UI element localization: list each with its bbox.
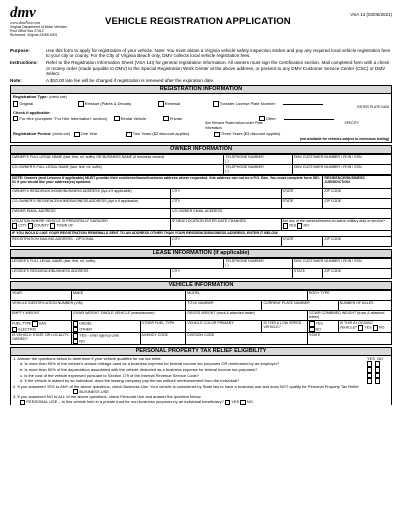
field-label: ZIP CODE <box>324 269 342 274</box>
field-label: VEHICLE IDENTIFICATION NUMBER (VIN) <box>12 301 83 306</box>
registration-heading: REGISTRATION INFORMATION <box>10 85 392 94</box>
opt-transfer-label: Transfer License Plate Number: <box>219 101 277 107</box>
agency-address: Virginia Department of Motor Vehicles Post Office Box 27412 Richmond, Virginia 23269-0001 <box>10 25 67 37</box>
opt-renewal[interactable] <box>158 101 183 106</box>
table-row <box>11 189 392 199</box>
no-label: NO <box>246 399 253 405</box>
table-row <box>11 291 392 301</box>
field-label: IS THIS A LOGGING VEHICLE? <box>339 321 373 331</box>
personal-use-option <box>13 399 389 405</box>
check-applicable-label: Check if applicable: <box>13 109 51 115</box>
table-row <box>11 199 392 209</box>
field-label: RESIDENCE/BUSINESS JURISDICTION <box>324 176 365 185</box>
field-label: YEAR <box>12 291 22 296</box>
owner-address-table <box>10 175 392 247</box>
opt-other-label: Other: <box>265 115 277 121</box>
make-field[interactable] <box>71 291 185 301</box>
owner-address-field[interactable] <box>11 189 171 199</box>
field-label: CITY <box>172 189 181 194</box>
owner-table <box>10 154 392 175</box>
co-owner-zip-field[interactable] <box>323 199 392 209</box>
low-speed-question <box>262 321 308 333</box>
fuel-gas-checkbox[interactable] <box>32 321 37 326</box>
field-label: YES - enter agency code <box>79 334 120 339</box>
title-number-field[interactable] <box>186 301 262 311</box>
tax-heading: PERSONAL PROPERTY TAX RELIEF ELIGIBILITY <box>10 347 392 356</box>
tax-q2-text: 2. If you answered YES to ANY of the above questions, check Business Use. Your vehicle is considered by State law to have a business use and does NOT qualify for Personal Property Tax Relief. <box>13 383 360 389</box>
field-label: TELEPHONE NUMBER <box>225 259 264 264</box>
yes-label: YES <box>288 224 297 229</box>
table-row <box>11 237 392 247</box>
co-owner-email-field[interactable] <box>171 209 392 219</box>
purpose-row <box>10 48 392 58</box>
military-yes-checkbox[interactable] <box>283 223 288 228</box>
date-changed-field[interactable] <box>171 219 281 231</box>
field-label: CITY <box>172 237 181 242</box>
field-label: STATE <box>282 237 294 242</box>
owner-heading: OWNER INFORMATION <box>10 145 392 154</box>
co-owner-customer-number-field[interactable] <box>292 165 391 175</box>
phone-paren: ( ) <box>225 159 229 164</box>
reg-period-hint: (check one) <box>52 132 71 137</box>
specify-hint: SPECIFY <box>344 121 359 126</box>
yes-label: YES <box>315 322 323 327</box>
period-note: (not available for vehicles subject to emissions testing) <box>299 137 389 142</box>
table-row <box>11 176 392 189</box>
form-header <box>10 6 392 46</box>
field-label: STATE <box>309 333 321 338</box>
note-text: A $10.00 late fee will be charged if registration is renewed after the expiration date. <box>46 78 215 84</box>
field-label: BODY TYPE <box>309 291 330 296</box>
vin-field[interactable] <box>11 301 186 311</box>
logo-web: www.dmvNow.com <box>10 20 41 25</box>
no-label: NO <box>79 339 85 344</box>
opt-private-label: Private <box>169 115 183 121</box>
field-label: TITLE NUMBER <box>187 301 214 306</box>
instructions-text: Refer to the Registration Information Sheet (VSA 14I) for general registration information. All owners must sign the Certification section. Mail completed form with a check or money order (made payable to DMV) to the Special Registration Work Center at the above address, or present to any DMV Customer Service Center (CSC) or DMV Select. <box>46 60 390 76</box>
field-label: TELEPHONE NUMBER <box>225 165 264 170</box>
table-row <box>11 259 392 269</box>
field-label: GCWR COMBINED WEIGHT (truck & attached trailer) <box>309 311 385 320</box>
co-owner-state-field[interactable] <box>281 199 323 209</box>
vehicle-color-field[interactable] <box>186 321 262 333</box>
yes-label: YES <box>364 326 372 331</box>
dmv-logo <box>10 6 67 37</box>
opt-three-years[interactable] <box>214 131 283 136</box>
opt-for-hire[interactable] <box>13 116 110 121</box>
field-label: CITY <box>172 199 181 204</box>
field-label: REGISTRATION MAILING ADDRESS - OPTIONAL <box>12 237 95 242</box>
page-title: VEHICLE REGISTRATION APPLICATION <box>105 16 291 27</box>
lessee-city-field[interactable] <box>171 269 293 279</box>
table-row <box>11 333 392 345</box>
tax-item-text: a. Is more than 50% of the vehicle's annual mileage used as a business expense for federal income tax purposes OR reimbursed by an employer? <box>20 361 280 367</box>
mailing-address-field[interactable] <box>11 237 171 247</box>
form-number: VSA 14 (03/05/2021) <box>350 12 392 17</box>
fuel-type-more <box>71 321 140 333</box>
owner-email-field[interactable] <box>11 209 171 219</box>
tax-item-text: b. Is more than 50% of the depreciation associated with the vehicle deducted as a business expense for federal income tax purposes? <box>20 366 258 372</box>
owner-phone-field[interactable] <box>224 155 293 165</box>
garaged-city[interactable]: CITY <box>18 224 27 229</box>
other-fuel-field[interactable] <box>140 321 186 333</box>
no-label: NO <box>315 327 321 332</box>
opt-original[interactable] <box>13 101 36 106</box>
field-label: GROSS WEIGHT (truck & attached trailer) <box>187 311 255 316</box>
opt-for-hire-label: For Hire (complete "For Hire Information" section) <box>19 115 108 121</box>
trust-yes-checkbox[interactable] <box>225 400 230 405</box>
phone-paren: ( ) <box>225 263 229 268</box>
reg-type-hint: (check one) <box>48 95 67 100</box>
field-label: Are any of the owners/lessees on active military duty or service? <box>282 219 385 224</box>
field-label: DIVISION CODE <box>187 333 215 338</box>
instructions-row <box>10 60 392 76</box>
gross-weight-field[interactable] <box>186 311 308 321</box>
state-owned-options <box>71 333 140 345</box>
table-row <box>11 209 392 219</box>
owner-zip-field[interactable] <box>323 189 392 199</box>
field-label: OTHER FUEL TYPE <box>141 321 175 326</box>
state-owned-no-checkbox[interactable] <box>73 339 78 344</box>
table-row <box>11 321 392 333</box>
primary-label: PRIMARY <box>217 321 234 326</box>
personal-use-label: PERSONAL USE – Is this vehicle held in a private trust for non-business purposes by an individual beneficiary? <box>26 399 224 405</box>
jurisdiction-field[interactable] <box>323 176 392 189</box>
private-note: See Reissue Plates below under Plate Information. <box>205 121 263 131</box>
year-field[interactable] <box>11 291 72 301</box>
registration-options <box>10 94 392 143</box>
field-label: NUMBER OF AXLES <box>339 301 374 306</box>
opt-reissue-label: Reissue (Plates & Decals) <box>84 101 132 107</box>
purpose-label: Purpose: <box>10 48 30 53</box>
no-label: NO <box>377 356 384 362</box>
reg-type-label: Registration Type: <box>13 94 48 100</box>
opt-two-years-label: Two Years ($2 discount applies) <box>132 131 190 137</box>
enter-plate-hint: ENTER PLATE NUM <box>357 104 389 109</box>
field-label: STATE <box>293 269 305 274</box>
table-row <box>11 301 392 311</box>
opt-one-year-label: One Year <box>80 131 98 137</box>
field-label: CO-OWNER EMAIL ADDRESS <box>172 209 223 214</box>
opt-rental-label: Rental Vehicle <box>120 115 147 121</box>
instructions-label: Instructions: <box>10 60 38 66</box>
business-use-label: BUSINESS USE <box>79 388 109 394</box>
transfer-plate-field[interactable] <box>283 100 323 105</box>
field-label: LESSEE'S RESIDENCE/BUSINESS ADDRESS <box>12 269 89 274</box>
mailing-note: IF YOU WOULD LIKE YOUR REGISTRATION RENEWALS SENT TO AN ADDRESS OTHER THAN YOUR RESIDENCE/BUSINESS ADDRESS, ENTER IT BELOW <box>11 231 392 237</box>
garaged-location-field[interactable] <box>11 219 171 231</box>
logging-no-checkbox[interactable] <box>373 325 378 330</box>
trust-no-checkbox[interactable] <box>240 400 245 405</box>
mailing-state-field[interactable] <box>281 237 323 247</box>
lessee-name-field[interactable] <box>11 259 224 269</box>
field-label: OWNER'S FULL LEGAL NAME (last, first, mi, suffix) OR BUSINESS NAME (if business owned) <box>12 155 165 160</box>
owner-city-field[interactable] <box>171 189 281 199</box>
yes-label: YES <box>367 356 376 362</box>
opt-other[interactable] <box>259 116 280 121</box>
co-owner-phone-field[interactable] <box>224 165 293 175</box>
field-label: DMV CUSTOMER NUMBER / FEIN / SSN <box>293 259 362 264</box>
lease-table <box>10 258 392 279</box>
owner-customer-number-field[interactable] <box>292 155 391 165</box>
field-label: FUEL TYPE <box>12 322 32 327</box>
empty-weight-field[interactable] <box>11 311 72 321</box>
form-page <box>10 6 392 405</box>
field-label: DMV CUSTOMER NUMBER / FEIN / SSN <box>293 155 362 160</box>
fuel-other-label: OTHER <box>79 327 92 332</box>
body-type-field[interactable] <box>308 291 392 301</box>
gvwr-field[interactable] <box>71 311 185 321</box>
table-row <box>11 269 392 279</box>
field-label: STATE <box>282 189 294 194</box>
lessee-customer-number-field[interactable] <box>292 259 391 269</box>
opt-rental[interactable] <box>114 116 149 121</box>
military-question <box>281 219 392 231</box>
mailing-city-field[interactable] <box>171 237 281 247</box>
field-label: OWNER EMAIL ADDRESS <box>12 209 56 214</box>
fuel-other-checkbox[interactable] <box>73 327 78 332</box>
tax-q3-text: 3. If you answered NO to ALL of the above questions, check Personal Use and answer the question below. <box>13 394 202 400</box>
field-label: IF NEW LOCATION ENTER DATE CHANGED <box>172 219 247 224</box>
lessee-address-field[interactable] <box>11 269 171 279</box>
logo-text: dmv <box>10 5 36 21</box>
field-label: IS VEHICLE STATE OR LOCALITY-OWNED? <box>12 333 70 342</box>
co-owner-city-field[interactable] <box>171 199 281 209</box>
field-label: MODEL <box>187 291 201 296</box>
logging-yes-checkbox[interactable] <box>358 325 363 330</box>
field-label: ZIP CODE <box>324 237 342 242</box>
owner-state-field[interactable] <box>281 189 323 199</box>
co-owner-name-field[interactable] <box>11 165 224 175</box>
division-code-field[interactable] <box>186 333 308 345</box>
field-label: ZIP CODE <box>324 189 342 194</box>
personal-use-checkbox[interactable] <box>20 400 25 405</box>
mailing-zip-field[interactable] <box>323 237 392 247</box>
purpose-text: Use this form to apply for registration of your vehicle. Note: You must obtain a Virginia vehicle safety inspection sticker and pay any required local vehicle registration fees to your city or county. For the City of Virginia Beach only, DMV collects local vehicle registration fees. <box>46 48 391 59</box>
fuel-electric-label: ELECTRIC <box>18 327 37 332</box>
co-owner-address-field[interactable] <box>11 199 171 209</box>
gcwr-field[interactable] <box>308 311 392 321</box>
table-row <box>11 165 392 175</box>
field-label: CITY <box>172 269 181 274</box>
plate-number-field[interactable] <box>262 301 338 311</box>
lessee-phone-field[interactable] <box>224 259 293 269</box>
opt-renewal-label: Renewal <box>164 101 181 107</box>
lessee-state-field[interactable] <box>292 269 322 279</box>
lessee-zip-field[interactable] <box>323 269 392 279</box>
fuel-electric-checkbox[interactable] <box>12 327 17 332</box>
opt-three-years-label: Three Years ($3 discount applies) <box>220 131 281 137</box>
field-label: DMV CUSTOMER NUMBER / FEIN / SSN <box>293 165 362 170</box>
yes-label: YES <box>231 399 240 405</box>
fuel-diesel-label: DIESEL <box>79 322 93 327</box>
axles-field[interactable] <box>338 301 391 311</box>
owner-name-field[interactable] <box>11 155 224 165</box>
lease-heading: LEASE INFORMATION (if applicable) <box>10 249 392 258</box>
field-label: LOCATION WHERE VEHICLE IS PRINCIPALLY GARAGED <box>12 219 108 224</box>
field-label: CURRENT PLATE NUMBER <box>263 301 310 306</box>
opt-transfer[interactable] <box>213 101 279 106</box>
table-row <box>11 219 392 231</box>
tax-item-text: c. Is the cost of the vehicle expensed pursuant to Section 179 of the Internal Revenue Service Code? <box>20 372 199 378</box>
opt-one-year[interactable] <box>74 131 100 136</box>
field-label: LESSEE'S FULL LEGAL NAME (last, first, mi, suffix) <box>12 259 96 264</box>
vehicle-table <box>10 290 392 345</box>
opt-original-label: Original <box>19 101 34 107</box>
tax-q1-text: 1. Answer the questions below to determine if your vehicle qualifies for car tax relief: <box>13 356 162 362</box>
no-label: NO <box>379 326 385 331</box>
field-label: ZIP CODE <box>324 199 342 204</box>
military-no-checkbox[interactable] <box>297 223 302 228</box>
other-specify-field[interactable] <box>284 115 334 120</box>
field-label: AGENCY CODE <box>141 333 169 338</box>
field-label: VEHICLE COLOR <box>187 321 217 326</box>
phone-paren: ( ) <box>225 169 229 174</box>
garaged-town[interactable]: TOWN OF <box>56 224 74 229</box>
field-label: TELEPHONE NUMBER <box>225 155 264 160</box>
tax-section <box>10 356 392 405</box>
table-row <box>11 155 392 165</box>
agency-code-field[interactable] <box>140 333 186 345</box>
field-label: OWNER'S RESIDENCE/HOME/BUSINESS ADDRESS (Apt # if applicable) <box>12 189 132 194</box>
opt-reissue[interactable] <box>78 101 134 106</box>
field-label: CO-OWNER'S FULL LEGAL NAME (last, first, mi, suffix) <box>12 165 102 170</box>
state-owned-question <box>11 333 72 345</box>
table-row <box>11 311 392 321</box>
tax-question-2 <box>13 384 389 389</box>
address-note: NOTE: Owners (and Lessees if applicable) MUST provide their residence/home/business address where requested. this address can not be a P.O. Box. You must complete form ISD-01 if you would like your address(es) updated. <box>11 176 323 189</box>
low-speed-no-checkbox[interactable] <box>309 327 314 332</box>
low-speed-options <box>308 321 338 333</box>
field-label: STATE <box>282 199 294 204</box>
model-field[interactable] <box>186 291 308 301</box>
no-label: NO <box>303 224 309 229</box>
reg-period-label: Registration Period: <box>13 131 52 137</box>
field-label: MAKE <box>72 291 84 296</box>
vehicle-heading: VEHICLE INFORMATION <box>10 281 392 290</box>
field-label: GVWR WEIGHT SINGLE VEHICLE (manufacturer) <box>72 311 155 316</box>
note-label: Note: <box>10 78 22 84</box>
tax-item-text: d. If the vehicle is leased by an individual, does the leasing company pay the tax without reimbursement from the individual? <box>20 378 240 384</box>
field-label: CO-OWNER'S RESIDENCE/HOME/BUSINESS ADDRESS (Apt # if applicable) <box>12 199 139 204</box>
opt-two-years[interactable] <box>126 131 192 136</box>
fuel-type-field <box>11 321 72 333</box>
vehicle-state-field[interactable] <box>308 333 392 345</box>
garaged-county[interactable]: COUNTY <box>33 224 50 229</box>
field-label: EMPTY WEIGHT <box>12 311 40 316</box>
logging-question <box>338 321 391 333</box>
fuel-gas-label: GAS <box>38 322 47 327</box>
opt-private[interactable] <box>163 116 185 121</box>
note-row <box>10 78 392 83</box>
field-label: IS THIS A LOW SPEED VEHICLE? <box>263 321 302 330</box>
